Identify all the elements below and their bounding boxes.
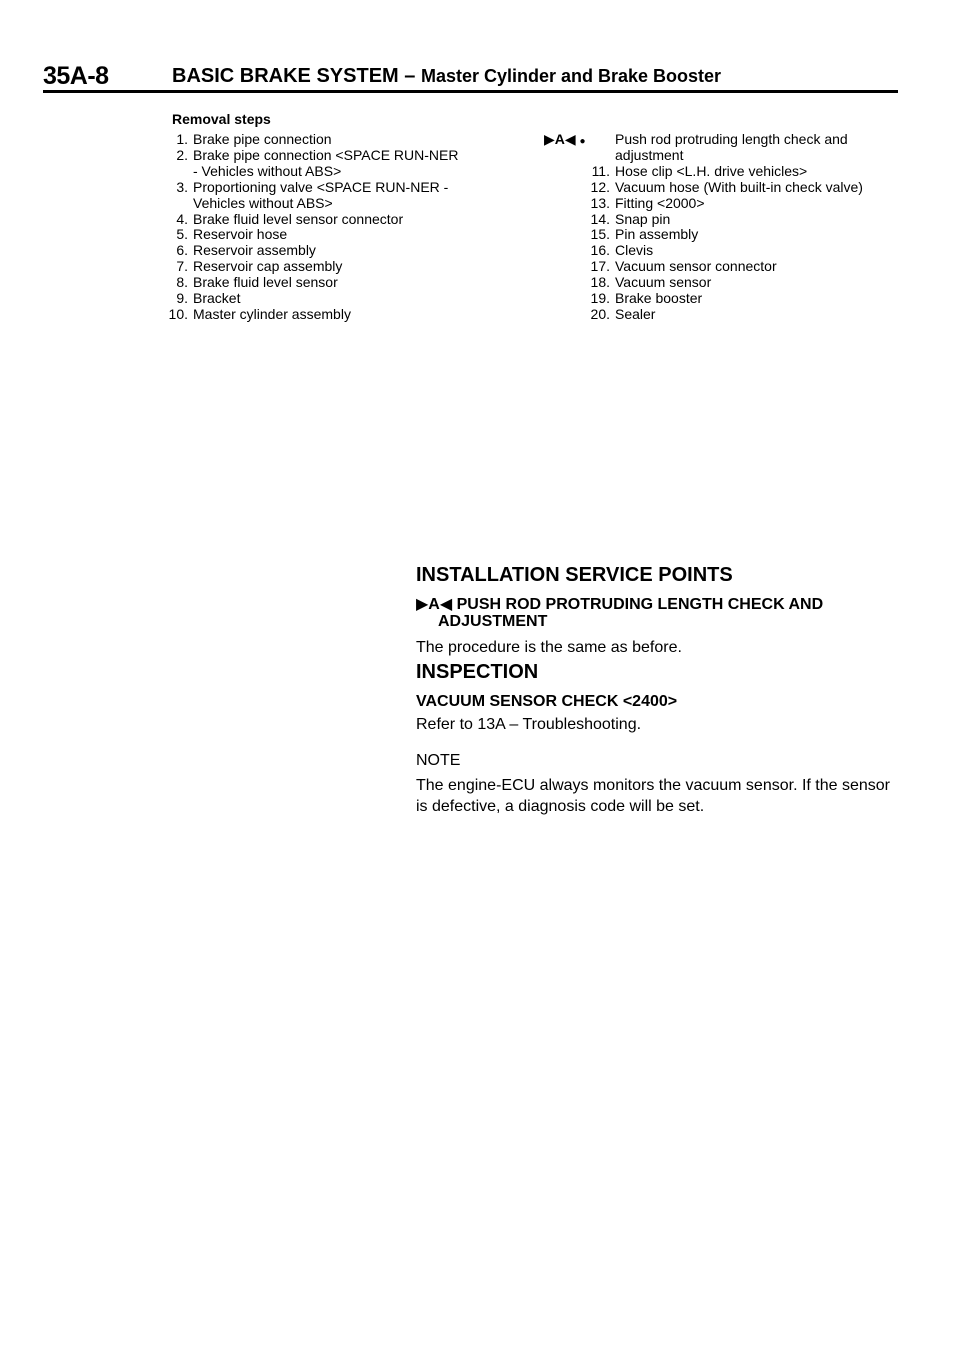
list-item: 16. Clevis (590, 242, 654, 259)
list-item: 17. Vacuum sensor connector (590, 258, 777, 275)
vacuum-sensor-check-text: Refer to 13A – Troubleshooting. (416, 716, 642, 733)
installation-heading: INSTALLATION SERVICE POINTS (416, 564, 733, 586)
vacuum-sensor-check-title: VACUUM SENSOR CHECK <2400> (416, 693, 678, 710)
service-point-title-line1: PUSH ROD PROTRUDING LENGTH CHECK AND (456, 596, 824, 613)
list-item: 6. Reservoir assembly (176, 242, 316, 259)
service-marker-a: ▶A◀ (416, 596, 453, 613)
title-separator: – (404, 65, 416, 87)
list-item: 13. Fitting <2000> (590, 194, 705, 211)
note-label: NOTE (416, 752, 461, 769)
note-text: The engine-ECU always monitors the vacuum sensor. If the sensor is defective, a diagnosis code will be set. (416, 777, 890, 815)
list-item: 3. Proportioning valve <SPACE RUN-NER - Vehicles without ABS> (176, 178, 449, 211)
page-number: 35A-8 (43, 62, 109, 90)
list-item: 11. Hose clip <L.H. drive vehicles> (591, 162, 808, 179)
list-item: 8. Brake fluid level sensor (176, 274, 338, 291)
bullet-icon: ● (579, 136, 586, 147)
removal-steps-heading: Removal steps (172, 111, 271, 127)
service-point-marker (544, 132, 586, 150)
service-marker-a: ▶A◀ (544, 131, 576, 147)
list-item: 18. Vacuum sensor (590, 274, 712, 291)
list-item: 10. Master cylinder assembly (168, 305, 351, 322)
header-rule (43, 90, 898, 93)
inspection-heading: INSPECTION (416, 661, 539, 683)
removal-steps-right (586, 132, 906, 323)
section-title: BASIC BRAKE SYSTEM (172, 65, 399, 87)
list-item: 2. Brake pipe connection <SPACE RUN-NER - Vehicles without ABS> (176, 146, 459, 179)
service-point-text: The procedure is the same as before. (416, 639, 682, 656)
list-item: 19. Brake booster (590, 290, 703, 307)
removal-steps-left (164, 132, 464, 323)
service-point-title (416, 594, 823, 614)
page-title (172, 65, 721, 88)
list-item: 20. Sealer (590, 305, 656, 322)
page-header (43, 60, 898, 92)
list-item: 15. Pin assembly (590, 226, 699, 243)
list-item: 12. Vacuum hose (With built-in check valve) (590, 178, 863, 195)
list-item: 9. Bracket (176, 290, 241, 307)
list-item: Push rod protruding length check and adjustment (615, 131, 848, 163)
list-item: 1. Brake pipe connection (176, 131, 332, 147)
section-subtitle: Master Cylinder and Brake Booster (420, 66, 722, 86)
list-item: 7. Reservoir cap assembly (176, 258, 343, 275)
list-item: 5. Reservoir hose (176, 226, 288, 243)
list-item: 14. Snap pin (590, 210, 671, 227)
service-point-title-line2: ADJUSTMENT (438, 613, 548, 630)
list-item: 4. Brake fluid level sensor connector (176, 210, 404, 227)
